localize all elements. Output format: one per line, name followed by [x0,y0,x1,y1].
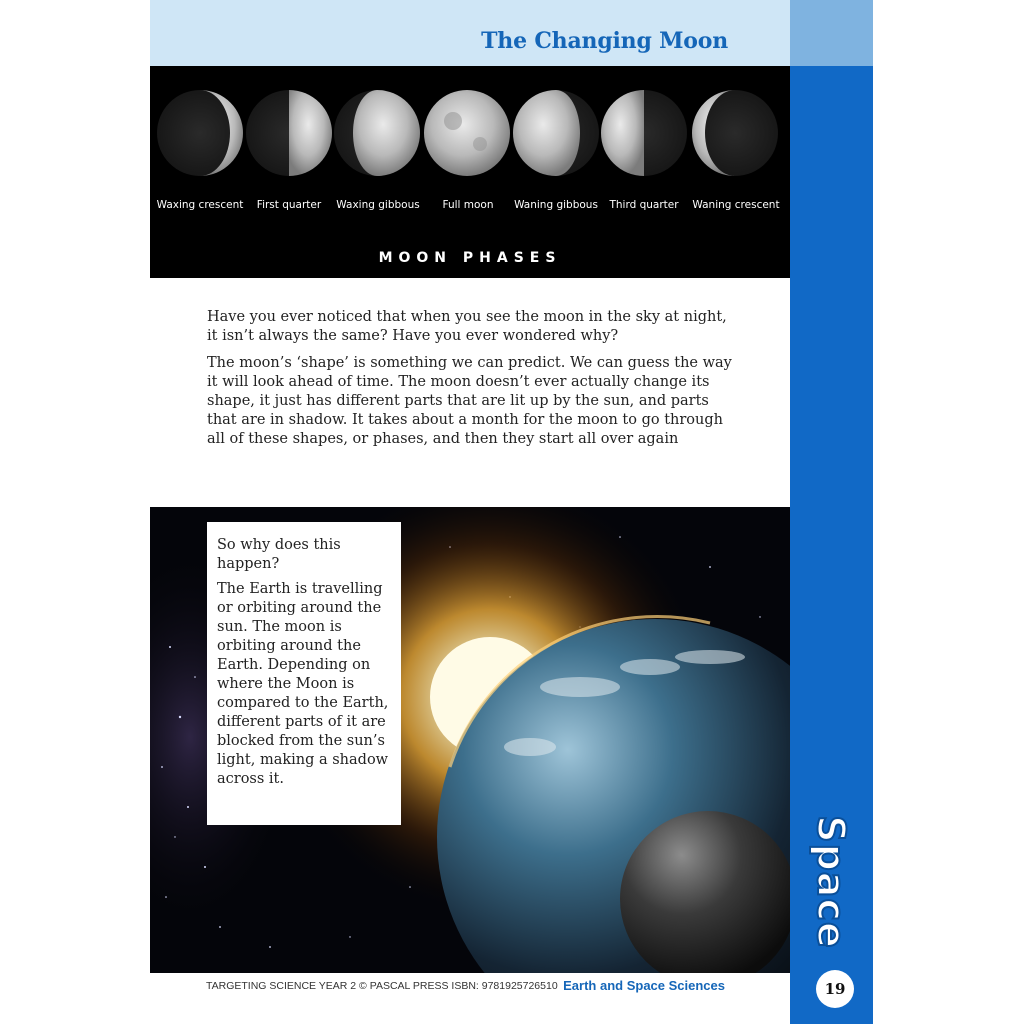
moon-phases-caption: MOON PHASES [378,250,562,266]
footer-section: Earth and Space Sciences [563,978,725,993]
phase-label: Waning crescent [692,199,780,211]
moon-waning-gibbous [513,90,599,176]
page-title: The Changing Moon [481,28,728,54]
phase-label: Waxing crescent [156,199,244,211]
book-page [150,0,873,1024]
phase-label: Full moon [442,199,494,211]
moon-waxing-gibbous [334,90,420,176]
moon-first-quarter [246,90,332,176]
space-illustration [150,507,790,973]
phase-label: Third quarter [609,199,679,211]
explanation-box [207,522,401,825]
side-tab-label-box [791,802,871,962]
moon-waning-crescent [692,90,778,176]
intro-paragraph: Have you ever noticed that when you see the moon in the sky at night, it isn’t always the same? Have you ever wondered why? [207,309,727,344]
moon-phases-figure [150,66,790,278]
phase-label: Waxing gibbous [336,199,420,211]
phase-label: Waning gibbous [514,199,598,211]
title-band [150,0,790,66]
moon-phases-graphic [150,66,790,278]
page-number: 19 [816,970,854,1008]
intro-paragraph: The moon’s ‘shape’ is something we can predict. We can guess the way it will look ahead of time. The moon doesn’t ever actually change its shape, it just has different parts that are lit up by the sun, and parts that are in shadow. It takes about a month for the moon to go through all of these shapes, or phases, and then they start all over again [207,355,732,447]
moon-third-quarter [601,90,687,176]
footer-credit: TARGETING SCIENCE YEAR 2 © PASCAL PRESS ISBN: 9781925726510 [206,980,558,992]
intro-text [207,308,737,457]
phase-label: First quarter [256,199,322,211]
explanation-answer: The Earth is travelling or orbiting around the sun. The moon is orbiting around the Earth. Depending on where the Moon is compared to the Earth, different parts of it are blocked from the sun’s light, making a shadow across it. [217,581,389,787]
moon-waxing-crescent [157,90,243,176]
explanation-question: So why does this happen? [217,537,341,572]
side-tab-top [790,0,873,66]
side-tab-label: Space [809,815,854,949]
moon-full [424,90,510,176]
